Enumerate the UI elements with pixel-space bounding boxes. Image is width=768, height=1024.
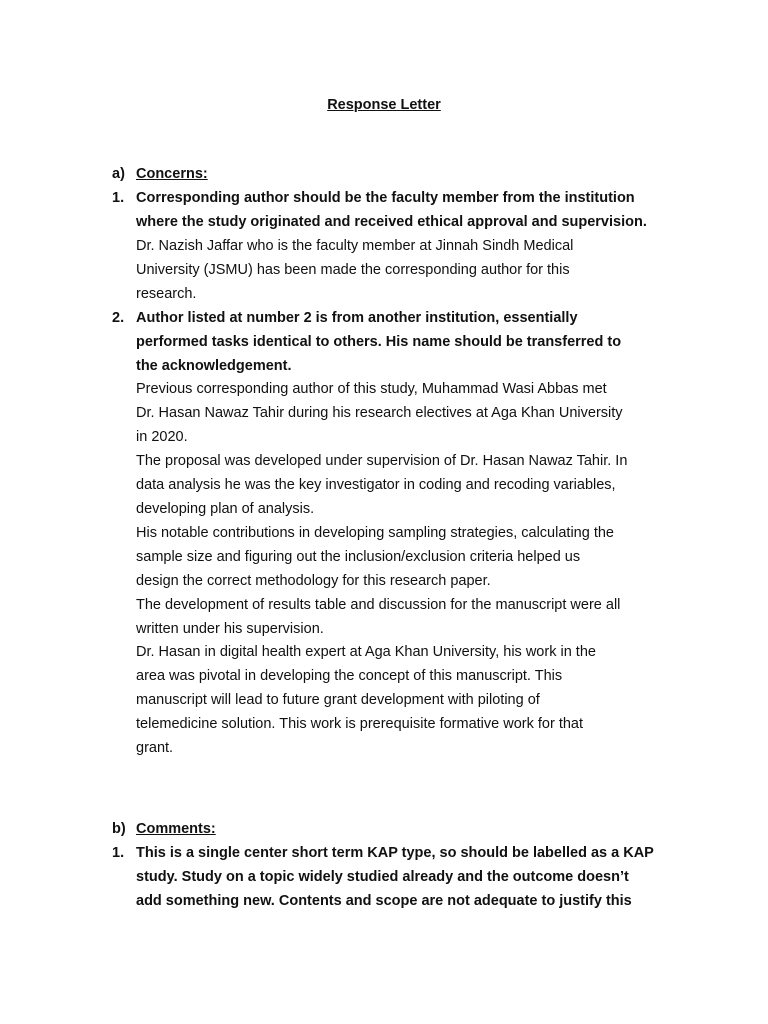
item-a2-body-line: in 2020. xyxy=(136,429,188,445)
section-a-heading: Concerns: xyxy=(136,166,208,182)
item-a2-body-line: His notable contributions in developing sampling strategies, calculating the xyxy=(136,525,614,541)
item-a2-body-line: The development of results table and discussion for the manuscript were all xyxy=(136,597,621,613)
item-a2-body-line: grant. xyxy=(136,740,174,756)
item-a2-bold-line: Author listed at number 2 is from another institution, essentially xyxy=(136,310,578,326)
item-a2-body-line: Previous corresponding author of this study, Muhammad Wasi Abbas met xyxy=(136,381,607,397)
item-a1-body-line: research. xyxy=(136,286,197,302)
item-a2-body-line: telemedicine solution. This work is prerequisite formative work for that xyxy=(136,716,584,732)
section-a-marker: a) xyxy=(112,166,125,182)
item-b1-bold-line: add something new. Contents and scope are not adequate to justify this xyxy=(136,893,632,909)
item-b1-bold-line: study. Study on a topic widely studied already and the outcome doesn’t xyxy=(136,869,629,885)
item-a2-body-line: manuscript will lead to future grant development with piloting of xyxy=(136,692,540,708)
item-a2-body-line: The proposal was developed under supervision of Dr. Hasan Nawaz Tahir. In xyxy=(136,453,628,469)
section-b-heading: Comments: xyxy=(136,821,216,837)
item-a2-marker: 2. xyxy=(112,310,125,326)
page-title: Response Letter xyxy=(327,97,441,113)
item-a1-marker: 1. xyxy=(112,190,125,206)
item-a2-body-line: developing plan of analysis. xyxy=(136,501,315,517)
item-a2-bold-line: performed tasks identical to others. His name should be transferred to xyxy=(136,334,622,350)
section-b-marker: b) xyxy=(112,821,126,837)
item-a1-bold-line: where the study originated and received ethical approval and supervision. xyxy=(136,214,647,230)
item-b1-marker: 1. xyxy=(112,845,125,861)
item-a2-body-line: Dr. Hasan Nawaz Tahir during his research electives at Aga Khan University xyxy=(136,405,623,421)
item-a2-body-line: design the correct methodology for this research paper. xyxy=(136,573,491,589)
item-a2-body-line: Dr. Hasan in digital health expert at Aga Khan University, his work in the xyxy=(136,644,596,660)
item-a2-body-line: area was pivotal in developing the concept of this manuscript. This xyxy=(136,668,563,684)
item-a2-bold-line: the acknowledgement. xyxy=(136,358,292,374)
item-b1-bold-line: This is a single center short term KAP type, so should be labelled as a KAP xyxy=(136,845,654,861)
item-a1-body-line: Dr. Nazish Jaffar who is the faculty member at Jinnah Sindh Medical xyxy=(136,238,574,254)
item-a1-body-line: University (JSMU) has been made the corresponding author for this xyxy=(136,262,570,278)
item-a2-body-line: written under his supervision. xyxy=(136,621,324,637)
item-a2-body-line: data analysis he was the key investigator in coding and recoding variables, xyxy=(136,477,616,493)
item-a1-bold-line: Corresponding author should be the faculty member from the institution xyxy=(136,190,635,206)
item-a2-body-line: sample size and figuring out the inclusion/exclusion criteria helped us xyxy=(136,549,581,565)
